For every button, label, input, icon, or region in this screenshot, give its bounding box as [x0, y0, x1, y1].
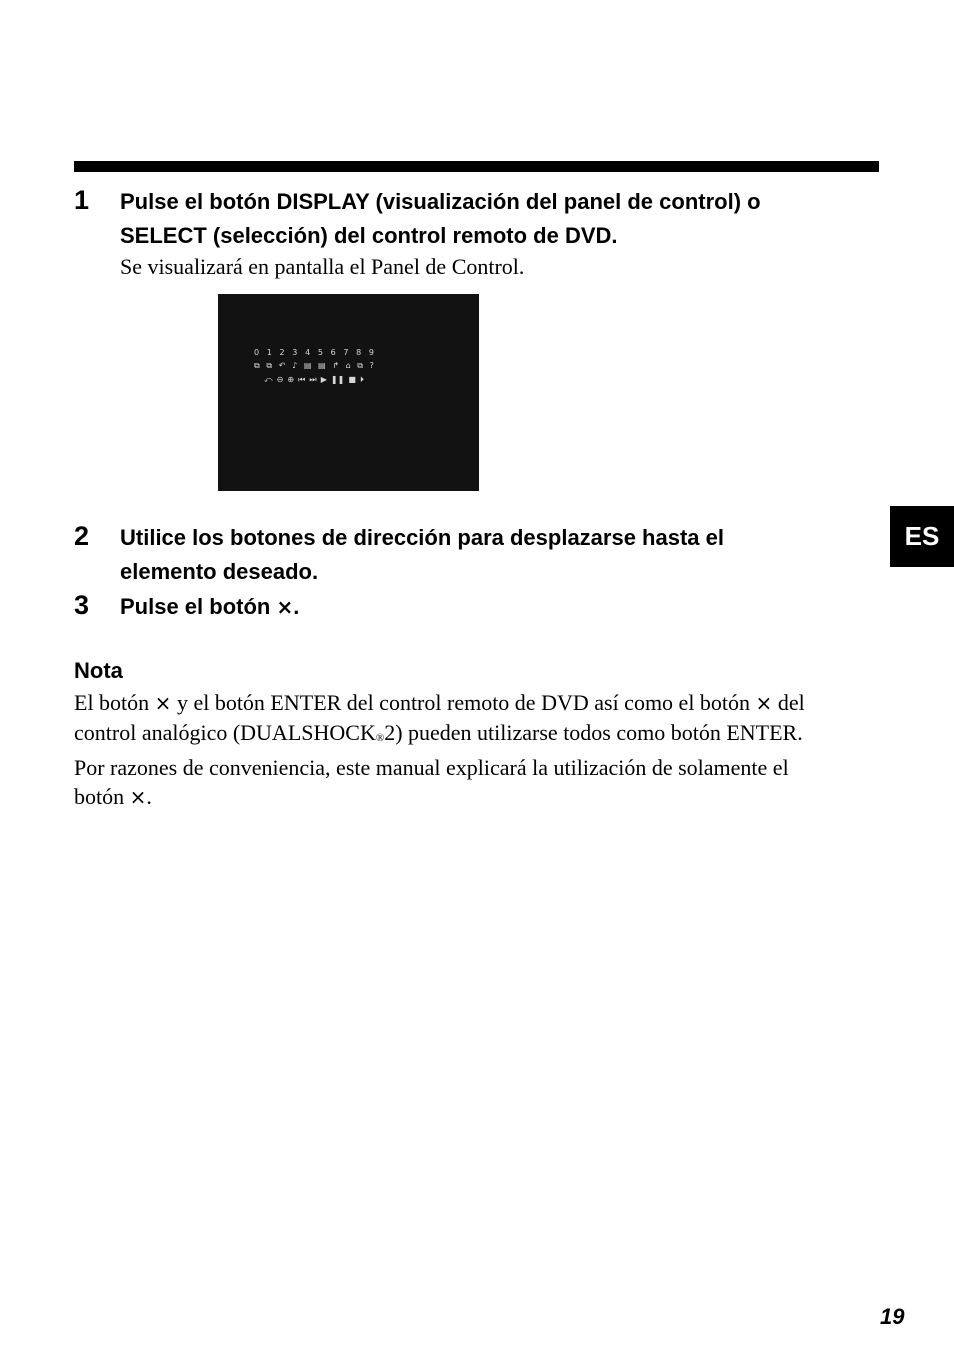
- cross-button-icon: ×: [755, 691, 773, 715]
- note-line-3: Por razones de conveniencia, este manual explicará la utilización de solamente el: [74, 755, 789, 780]
- title-icon: ⧉: [254, 361, 260, 370]
- stop-icon: ■: [348, 375, 356, 384]
- step-1-line-2: SELECT (selección) del control remoto de DVD.: [120, 223, 618, 248]
- language-tab: ES: [890, 506, 954, 567]
- note-line-4-end: .: [146, 784, 152, 809]
- home-icon: ⌂: [345, 361, 351, 370]
- shuffle-icon: ⤺: [264, 375, 273, 384]
- play-icon: ▶: [320, 375, 327, 384]
- header-rule: [74, 161, 879, 172]
- next-icon: ⏭: [309, 375, 317, 384]
- panel-number-5: 5: [317, 348, 323, 357]
- note-line-1-middle: y el botón ENTER del control remoto de DVD así como el botón: [171, 690, 751, 715]
- note-line-2: [74, 718, 874, 753]
- step-1-line-1: Pulse el botón DISPLAY (visualización del panel de control) o: [120, 189, 761, 214]
- control-panel-function-row: [254, 361, 374, 370]
- return-icon: ↶: [278, 361, 286, 370]
- note-line-2-end: 2) pueden utilizarse todos como botón ENTER.: [384, 720, 803, 745]
- previous-icon: ⏮: [298, 375, 306, 384]
- note-line-4: [74, 782, 874, 812]
- note-line-1-start: El botón: [74, 690, 150, 715]
- note-title: Nota: [74, 658, 123, 683]
- panel-number-4: 4: [305, 348, 311, 357]
- panel-number-3: 3: [292, 348, 298, 357]
- audio-icon: ♪: [292, 361, 298, 370]
- step-2-line-1: Utilice los botones de dirección para desplazarse hasta el: [120, 525, 724, 550]
- step-1-text: [120, 185, 860, 253]
- control-panel-number-row: [254, 348, 374, 357]
- angle-icon: ▤: [318, 361, 326, 370]
- slow-icon: ⏵: [360, 375, 364, 384]
- search-back-icon: ⊖: [276, 375, 284, 384]
- step-3-text: [120, 590, 860, 624]
- page-number: 19: [880, 1304, 905, 1329]
- panel-number-9: 9: [368, 348, 374, 357]
- step-3-label: Pulse el botón: [120, 594, 271, 619]
- registered-mark: ®: [375, 732, 385, 744]
- cross-button-icon: ×: [276, 595, 294, 619]
- subtitle-icon: ▤: [303, 361, 312, 370]
- panel-number-8: 8: [356, 348, 362, 357]
- panel-number-1: 1: [266, 348, 272, 357]
- step-2-line-2: elemento deseado.: [120, 559, 319, 584]
- panel-number-2: 2: [279, 348, 285, 357]
- panel-number-7: 7: [343, 348, 349, 357]
- note-line-4-start: botón: [74, 784, 125, 809]
- help-icon: ?: [369, 361, 374, 370]
- note-line-1-end: del: [777, 690, 805, 715]
- menu-icon: ⧉: [357, 361, 363, 370]
- panel-number-6: 6: [330, 348, 336, 357]
- control-panel-screenshot: [218, 294, 479, 491]
- cross-button-icon: ×: [129, 785, 147, 809]
- step-3-number: 3: [74, 590, 90, 620]
- pause-icon: ❚❚: [330, 375, 345, 384]
- step-3-period: .: [293, 594, 300, 619]
- note-line-1: [74, 688, 874, 718]
- step-2-text: [120, 521, 860, 589]
- repeat-icon: ↱: [332, 361, 339, 370]
- step-2-number: 2: [74, 521, 90, 551]
- chapter-icon: ⧉: [266, 361, 273, 370]
- step-1-subtext: Se visualizará en pantalla el Panel de Control.: [120, 254, 525, 279]
- control-panel-playback-row: [264, 375, 364, 384]
- panel-number-0: 0: [254, 348, 260, 357]
- step-1-number: 1: [74, 185, 90, 215]
- note-body: [74, 688, 874, 812]
- note-line-2-start: control analógico (DUALSHOCK: [74, 720, 376, 745]
- search-forward-icon: ⊕: [287, 375, 295, 384]
- cross-button-icon: ×: [154, 691, 172, 715]
